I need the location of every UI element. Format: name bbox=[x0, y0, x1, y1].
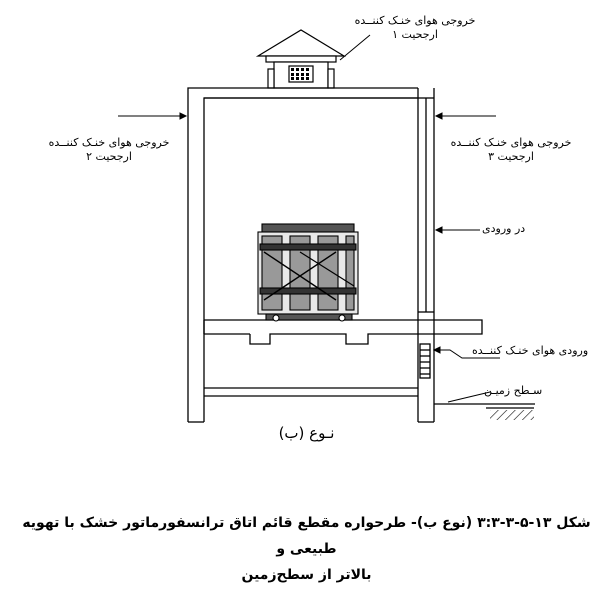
label-exhaust-1 bbox=[340, 14, 490, 42]
label-exhaust-3-line1: خروجی هوای خنـک کننــده bbox=[450, 136, 572, 149]
label-exhaust-1-line2: ارجحیت ۱ bbox=[392, 28, 438, 41]
basement-section bbox=[188, 344, 434, 422]
floor-slab bbox=[204, 320, 482, 344]
label-entrance-door: در ورودی bbox=[482, 222, 526, 235]
label-exhaust-1-line1: خروجی هوای خنـک کننــده bbox=[354, 14, 476, 27]
label-cooling-air-inlet: ورودی هوای خنـک کننــده bbox=[472, 344, 589, 357]
ground-level-marker bbox=[434, 404, 535, 420]
figure-caption-line2: بالاتر از سطح‌زمین bbox=[241, 567, 372, 583]
roof-vent bbox=[258, 30, 344, 88]
label-exhaust-2-line1: خروجی هوای خنـک کننــده bbox=[48, 136, 170, 149]
label-exhaust-3-line2: ارجحیت ۳ bbox=[488, 150, 534, 163]
figure-caption bbox=[10, 510, 603, 588]
leader-lines bbox=[118, 35, 500, 402]
dry-transformer bbox=[258, 224, 358, 321]
figure-caption-line1: شکل ۱۳-۵-۳-۳:۳ (نوع ب)- طرحواره مقطع قائم اتاق ترانسفورماتور خشک با تهویه طبیعی و bbox=[22, 515, 591, 557]
label-ground-level: سـطح زمیـن bbox=[484, 384, 543, 397]
label-exhaust-2 bbox=[34, 136, 184, 164]
label-exhaust-2-line2: ارجحیت ۲ bbox=[86, 150, 132, 163]
diagram-subtitle: نـوع (ب) bbox=[278, 424, 335, 442]
label-exhaust-3 bbox=[436, 136, 586, 164]
